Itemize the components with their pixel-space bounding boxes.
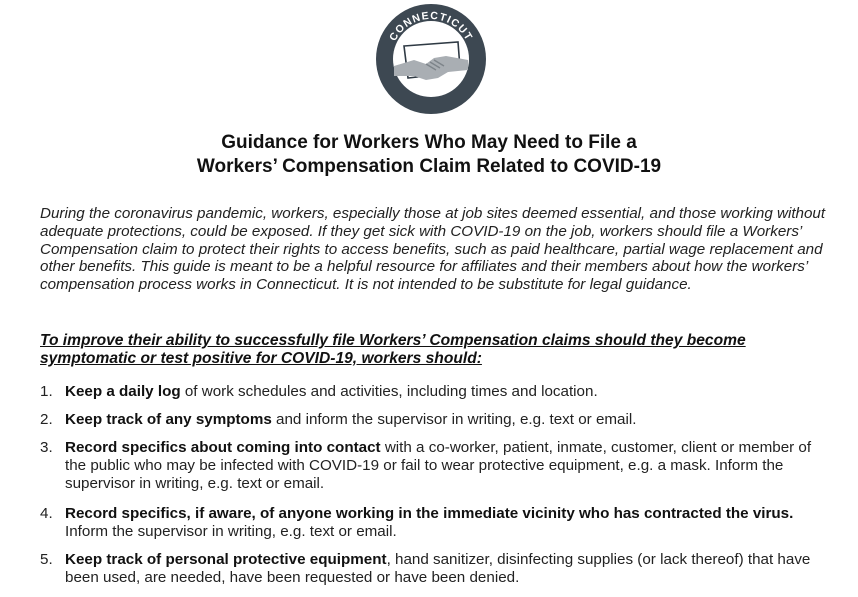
list-item [40, 551, 830, 587]
step-number: 4. [40, 505, 53, 522]
list-item [40, 411, 830, 429]
page-title [0, 131, 858, 179]
step-bold-text: Keep track of any symptoms [65, 411, 272, 428]
handshake-logo-icon [374, 2, 488, 116]
step-text: and inform the supervisor in writing, e.g. text or email. [271, 411, 637, 428]
step-bold-text: Keep a daily log [65, 383, 181, 400]
step-text: of work schedules and activities, including times and location. [180, 383, 598, 400]
intro-paragraph: During the coronavirus pandemic, workers, especially those at job sites deemed essential, and those working without adequate protections, could be exposed. If they get sick with COVID-19 on the job, workers should file a Workers’ Compensation claim to protect their rights to access benefits, such as paid healthcare, partial wage replacement and other benefits. This guide is meant to be a helpful resource for affiliates and their members about how the workers’ compensation process works in Connecticut. It is not intended to be substitute for legal guidance. [40, 205, 826, 294]
steps-list [40, 383, 830, 587]
step-number: 1. [40, 383, 53, 400]
step-number: 2. [40, 411, 53, 428]
list-item [40, 505, 830, 541]
step-text: Inform the supervisor in writing, e.g. text or email. [65, 523, 397, 540]
step-number: 3. [40, 439, 53, 456]
list-item [40, 383, 830, 401]
step-text: with a co-worker, patient, inmate, customer, client or member of the public who may be infected with COVID-19 or fail to wear protective equipment, e.g. a mask. Inform the supervisor in writing, e.g. text or email. [65, 439, 812, 492]
step-bold-text: Record specifics about coming into contact [65, 439, 381, 456]
step-text: , hand sanitizer, disinfecting supplies (or lack thereof) that have been used, are needed, have been requested or have been denied. [65, 551, 811, 586]
step-bold-text: Record specifics, if aware, of anyone working in the immediate vicinity who has contracted the virus. [65, 505, 794, 522]
step-bold-text: Keep track of personal protective equipment [65, 551, 387, 568]
list-item [40, 439, 830, 493]
step-number: 5. [40, 551, 53, 568]
title-line-1: Guidance for Workers Who May Need to File a [221, 132, 637, 153]
lead-heading: To improve their ability to successfully file Workers’ Compensation claims should they become symptomatic or test positive for COVID-19, workers should: [40, 332, 746, 367]
logo-bottom-text: AFL-CIO [410, 78, 452, 94]
logo-top-text: CONNECTICUT [387, 9, 475, 44]
connecticut-afl-cio-logo [374, 2, 488, 116]
title-line-2: Workers’ Compensation Claim Related to COVID-19 [196, 156, 662, 177]
